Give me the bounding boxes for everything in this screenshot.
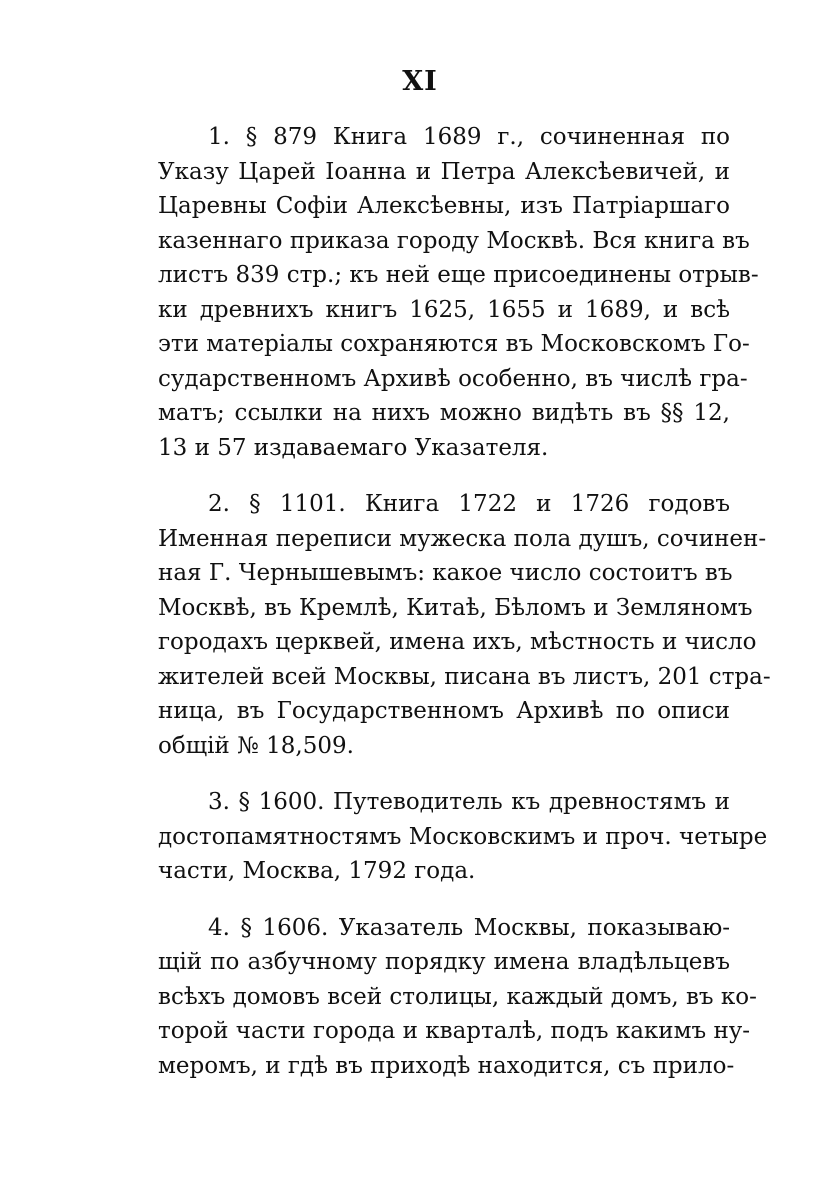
- entry-3-line: 3. § 1600. Путеводитель къ древностямъ и: [208, 789, 730, 815]
- entry-1-line: матъ; ссылки на нихъ можно видѣть въ §§ 12,: [158, 400, 730, 426]
- text-column: [158, 120, 771, 1105]
- entry-4-line: щій по азбучному порядку имена владѣльцевъ: [158, 949, 730, 975]
- entry-2-line: жителей всей Москвы, писана въ листъ, 201 стра-: [158, 663, 771, 690]
- entry-4-line: 4. § 1606. Указатель Москвы, показываю-: [208, 914, 730, 941]
- entry-2-line: городахъ церквей, имена ихъ, мѣстность и число: [158, 629, 757, 655]
- entry-4: [158, 911, 757, 1084]
- entry-2-line: Именная переписи мужеска пола душъ, сочинен-: [158, 525, 767, 552]
- entry-3-line: достопамятностямъ Московскимъ и проч. четыре: [158, 823, 768, 850]
- entry-3: [158, 785, 768, 889]
- entry-1-line: Царевны Софіи Алексѣевны, изъ Патріаршаго: [158, 193, 730, 219]
- entry-2-line: Москвѣ, въ Кремлѣ, Китаѣ, Бѣломъ и Земляномъ: [158, 594, 753, 621]
- entry-4-line: всѣхъ домовъ всей столицы, каждый домъ, въ ко-: [158, 983, 757, 1010]
- entry-1-line: эти матеріалы сохраняются въ Московскомъ Го-: [158, 331, 750, 357]
- entry-1: [158, 120, 759, 465]
- entry-1-line: ки древнихъ книгъ 1625, 1655 и 1689, и всѣ: [158, 296, 730, 323]
- entry-1-line: казеннаго приказа городу Москвѣ. Вся книга въ: [158, 227, 750, 254]
- entry-3-line: части, Москва, 1792 года.: [158, 858, 476, 884]
- entry-1-line: 1. § 879 Книга 1689 г., сочиненная по: [208, 124, 730, 150]
- entry-4-line: меромъ, и гдѣ въ приходѣ находится, съ прило-: [158, 1052, 735, 1079]
- entry-2-line: общій № 18,509.: [158, 732, 354, 759]
- entry-2: [158, 487, 771, 763]
- entry-4-line: торой части города и кварталѣ, подъ какимъ ну-: [158, 1018, 751, 1044]
- entry-1-line: сударственномъ Архивѣ особенно, въ числѣ гра-: [158, 365, 748, 392]
- entry-1-line: 13 и 57 издаваемаго Указателя.: [158, 434, 549, 461]
- entry-1-line: листъ 839 стр.; къ ней еще присоединены отрыв-: [158, 262, 759, 288]
- page-number: XI: [402, 66, 438, 97]
- entry-1-line: Указу Царей Іоанна и Петра Алексѣевичей, и: [158, 158, 730, 185]
- entry-2-line: 2. § 1101. Книга 1722 и 1726 годовъ: [208, 491, 730, 517]
- entry-2-line: ная Г. Чернышевымъ: какое число состоитъ въ: [158, 560, 733, 586]
- entry-2-line: ница, въ Государственномъ Архивѣ по описи: [158, 698, 730, 724]
